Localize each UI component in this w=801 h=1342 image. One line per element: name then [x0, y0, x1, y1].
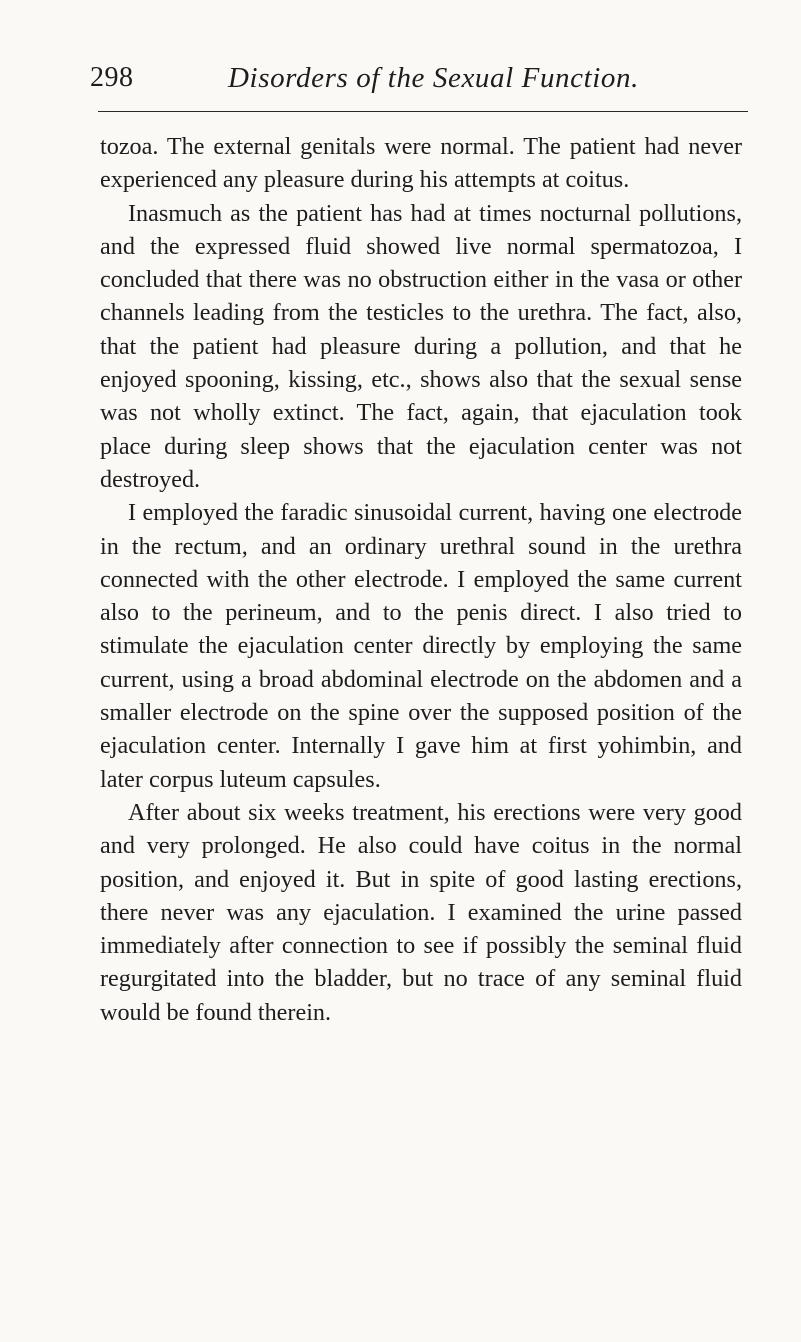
paragraph-results: After about six weeks treatment, his erections were very good and very prolonged. He also could have coitus in the normal position, and enjoyed it. But in spite of good lasting erections, there never was any ejaculation. I examined the urine passed immediately after connection to see if possibly the seminal fluid regurgitated into the bladder, but no trace of any seminal fluid would be found therein.: [100, 798, 742, 1026]
paragraph-treatment: I employed the faradic sinusoidal current, having one electrode in the rectum, and an ordinary urethral sound in the urethra connected with the other electrode. I employed the same current also to the perineum, and to the penis direct. I also tried to stimulate the ejaculation center directly by employing the same current, using a broad abdominal electrode on the abdomen and a smaller electrode on the spine over the supposed position of the ejaculation center. Internally I gave him at first yohimbin, and later corpus luteum capsules.: [100, 499, 742, 793]
body-text: [100, 130, 742, 1029]
paragraph-pollutions: Inasmuch as the patient has had at times nocturnal pollutions, and the expressed fluid showed live normal spermatozoa, I concluded that there was no obstruction either in the vasa or other channels leading from the testicles to the urethra. The fact, also, that the patient had pleasure during a pollution, and that he enjoyed spooning, kissing, etc., shows also that the sexual sense was not wholly extinct. The fact, again, that ejaculation took place during sleep shows that the ejaculation center was not destroyed.: [100, 199, 742, 493]
running-head: [90, 62, 750, 102]
running-title: Disorders of the Sexual Function.: [228, 62, 639, 94]
paragraph-continuation: tozoa. The external genitals were normal. The patient had never experienced any pleasure during his attempts at coitus.: [100, 133, 742, 194]
header-rule: [98, 111, 748, 112]
page-number: 298: [90, 62, 134, 93]
